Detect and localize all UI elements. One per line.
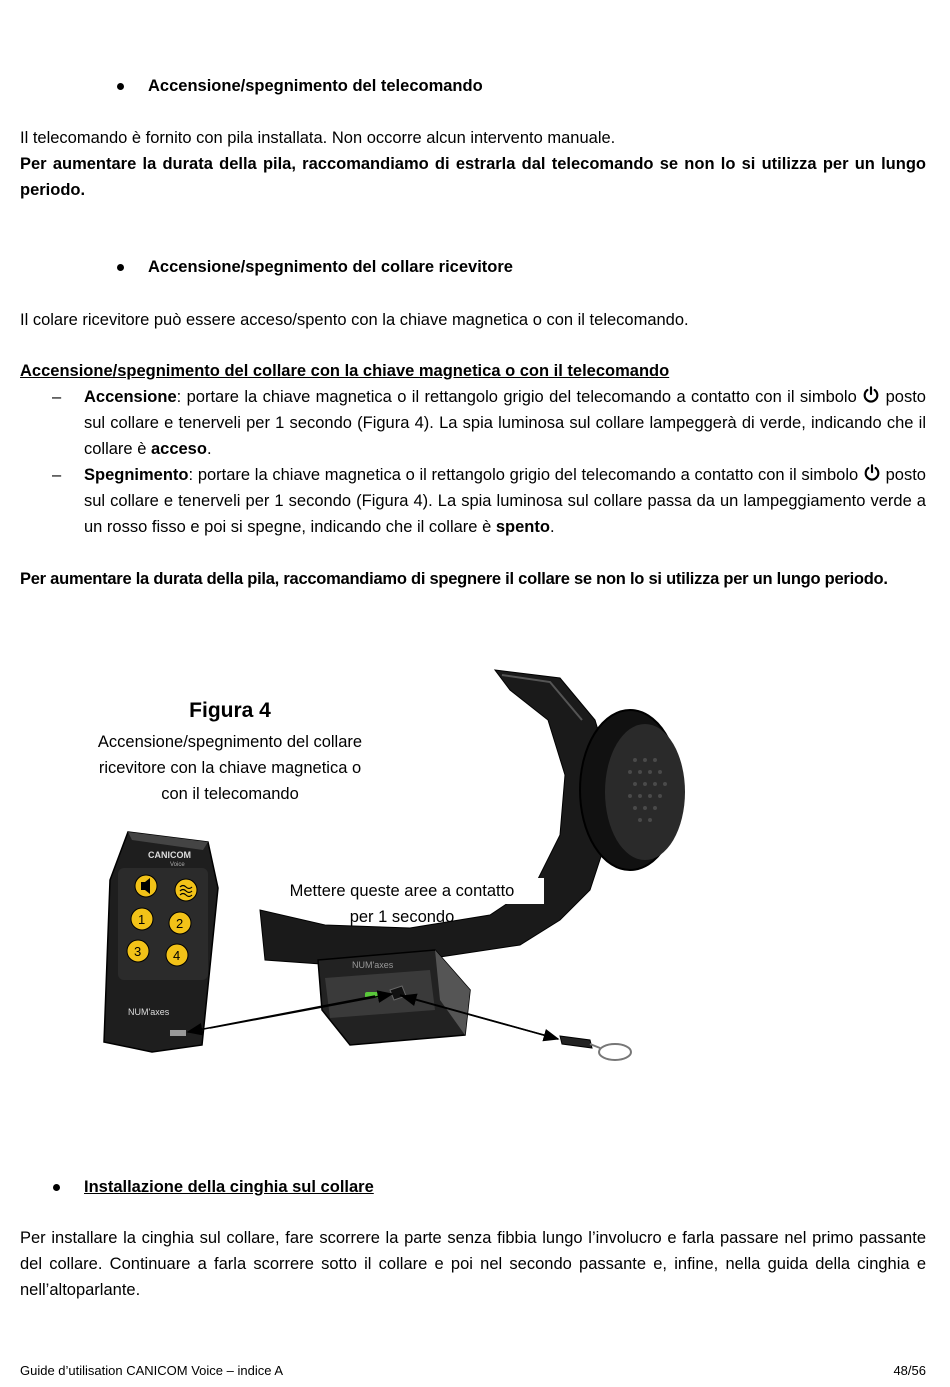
page-number: 48/56 bbox=[893, 1363, 926, 1378]
figure-caption-line: Accensione/spegnimento del collare bbox=[97, 733, 363, 751]
item-emphasis: acceso bbox=[150, 440, 207, 458]
item-emphasis: spento bbox=[495, 518, 550, 536]
collar-brand: NUM'axes bbox=[352, 960, 394, 970]
svg-text:3: 3 bbox=[134, 944, 142, 959]
svg-text:1: 1 bbox=[138, 912, 146, 927]
dash-marker: – bbox=[52, 466, 62, 484]
magnetic-key bbox=[560, 1036, 592, 1048]
item-text: posto sul collare e tenerveli per 1 secondo (Figura 4). La spia luminosa sul collare passa da un lampeggiamento verde a un rosso fisso e poi si spegne, indicando che il collare è bbox=[84, 466, 926, 536]
item-text: : portare la chiave magnetica o il rettangolo grigio del telecomando a contatto con il simbolo bbox=[188, 466, 859, 484]
remote-battery-text: Il telecomando è fornito con pila installata. Non occorre alcun intervento manuale. bbox=[20, 129, 616, 147]
footer-title: Guide d’utilisation CANICOM Voice – indice A bbox=[20, 1363, 284, 1378]
remote-maker: NUM'axes bbox=[128, 1007, 170, 1017]
figure-caption-line: ricevitore con la chiave magnetica o bbox=[98, 759, 362, 777]
power-icon bbox=[863, 464, 881, 482]
svg-text:2: 2 bbox=[176, 916, 184, 931]
bullet-dot bbox=[53, 1184, 60, 1191]
remote-battery-note: Per aumentare la durata della pila, raccomandiamo di estrarla dal telecomando se non lo si utilizza per un lungo periodo. bbox=[20, 155, 926, 199]
list-item-spegnimento bbox=[84, 462, 926, 540]
bullet-dot bbox=[117, 264, 124, 271]
item-end: . bbox=[549, 518, 555, 536]
power-icon bbox=[862, 386, 880, 404]
section-heading-strap: Installazione della cinghia sul collare bbox=[84, 1178, 374, 1196]
item-text: posto sul collare e tenerveli per 1 secondo (Figura 4). La spia luminosa sul collare lampeggerà di verde, indicando che il collare è bbox=[84, 388, 926, 458]
figure-caption-line: con il telecomando bbox=[161, 785, 299, 803]
collar-power-subheading: Accensione/spegnimento del collare con la chiave magnetica o con il telecomando bbox=[20, 362, 670, 380]
item-text: : portare la chiave magnetica o il rettangolo grigio del telecomando a contatto con il simbolo bbox=[176, 388, 857, 406]
item-label: Accensione bbox=[84, 388, 177, 406]
collar-battery-note: Per aumentare la durata della pila, raccomandiamo di spegnere il collare se non lo si utilizza per un lungo periodo. bbox=[20, 570, 888, 588]
item-end: . bbox=[206, 440, 212, 458]
strap-install-text: Per installare la cinghia sul collare, fare scorrere la parte senza fibbia lungo l’involucro e farla passare nel primo passante del collare. Continuare a farla scorrere sotto il collare e poi nel secondo passante e, infine, nella guida della cinghia e nell’altoparlante. bbox=[20, 1229, 926, 1299]
list-item-accensione bbox=[84, 384, 926, 462]
section-heading-collar-power: Accensione/spegnimento del collare ricevitore bbox=[148, 258, 513, 276]
figure-illustration bbox=[90, 660, 810, 1080]
svg-text:4: 4 bbox=[173, 948, 181, 963]
remote-contact-area bbox=[170, 1030, 186, 1036]
remote-button-vibrate bbox=[175, 879, 197, 901]
dash-marker: – bbox=[52, 388, 62, 406]
bullet-dot bbox=[117, 83, 124, 90]
contact-note-line: per 1 secondo bbox=[349, 908, 455, 926]
collar-power-intro: Il colare ricevitore può essere acceso/spento con la chiave magnetica o con il telecomando. bbox=[20, 311, 689, 329]
section-heading-remote-power: Accensione/spegnimento del telecomando bbox=[148, 77, 483, 95]
item-label: Spegnimento bbox=[84, 466, 189, 484]
remote-model: Voice bbox=[170, 862, 185, 868]
figure-title: Figura 4 bbox=[189, 699, 271, 722]
contact-note-line: Mettere queste aree a contatto bbox=[260, 878, 544, 904]
remote-brand: CANICOM bbox=[148, 850, 191, 860]
